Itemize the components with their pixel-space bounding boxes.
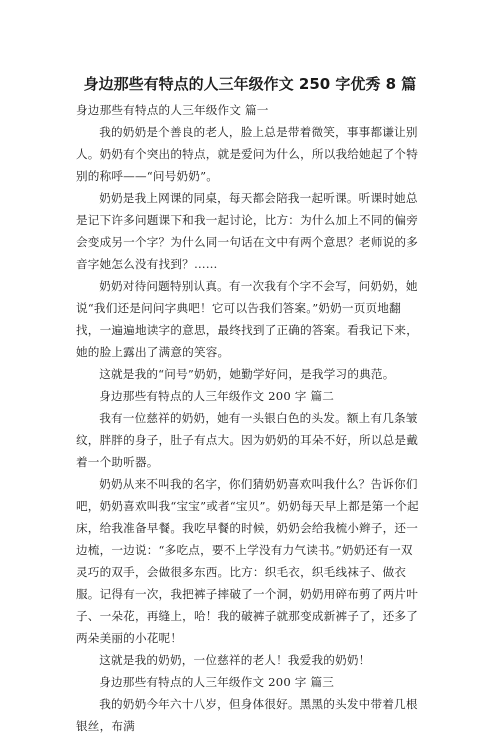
section-heading: 身边那些有特点的人三年级作文 200 字 篇二 xyxy=(99,389,335,403)
paragraph: 这就是我的“问号”奶奶，她勤学好问，是我学习的典范。 xyxy=(99,367,395,381)
paragraph: 我的奶奶今年六十八岁，但身体很好。黑黑的头发中带着几根银丝，布满 xyxy=(76,697,418,733)
paragraph: 奶奶对待问题特别认真。有一次我有个字不会写，问奶奶，她说“我们还是问问字典吧！它可以告我们答案。”奶奶一页页地翻找，一遍遍地读字的意思，最终找到了正确的答案。看我记下来，她的脸上露出了满意的笑容。 xyxy=(76,279,419,359)
paragraph: 我的奶奶是个善良的老人，脸上总是带着微笑，事事都谦让别人。奶奶有个突出的特点，就是爱问为什么，所以我给她起了个特别的称呼——“问号奶奶”。 xyxy=(76,125,419,183)
article-body xyxy=(76,99,424,737)
section-heading: 身边那些有特点的人三年级作文 篇一 xyxy=(76,103,269,117)
paragraph: 奶奶从来不叫我的名字，你们猜奶奶喜欢叫我什么？告诉你们吧，奶奶喜欢叫我“宝宝”或者“宝贝”。奶奶每天早上都是第一个起床，给我准备早餐。我吃早餐的时候，奶奶会给我梳小辫子，还一边梳，一边说：“多吃点，要不上学没有力气读书。”奶奶还有一双灵巧的双手，会做很多东西。比方：织毛衣，织毛线袜子、做衣服。记得有一次，我把裤子摔破了一个洞，奶奶用碎布剪了两片叶子、一朵花，再缝上，哈！我的破裤子就那变成新裤子了，还多了两朵美丽的小花呢！ xyxy=(76,477,419,645)
paragraph: 我有一位慈祥的奶奶，她有一头银白色的头发。额上有几条皱纹，胖胖的身子，肚子有点大。因为奶奶的耳朵不好，所以总是戴着一个助听器。 xyxy=(76,411,419,469)
paragraph: 奶奶是我上网课的同桌，每天都会陪我一起听课。听课时她总是记下许多问题课下和我一起讨论，比方：为什么加上不同的偏旁会变成另一个字？为什么同一句话在文中有两个意思？老师说的多音字她怎么没有找到？…… xyxy=(76,191,419,271)
section-heading: 身边那些有特点的人三年级作文 200 字 篇三 xyxy=(99,675,335,689)
document-title: 身边那些有特点的人三年级作文 250 字优秀 8 篇 xyxy=(83,75,417,93)
paragraph: 这就是我的奶奶，一位慈祥的老人！我爱我的奶奶！ xyxy=(99,653,371,667)
